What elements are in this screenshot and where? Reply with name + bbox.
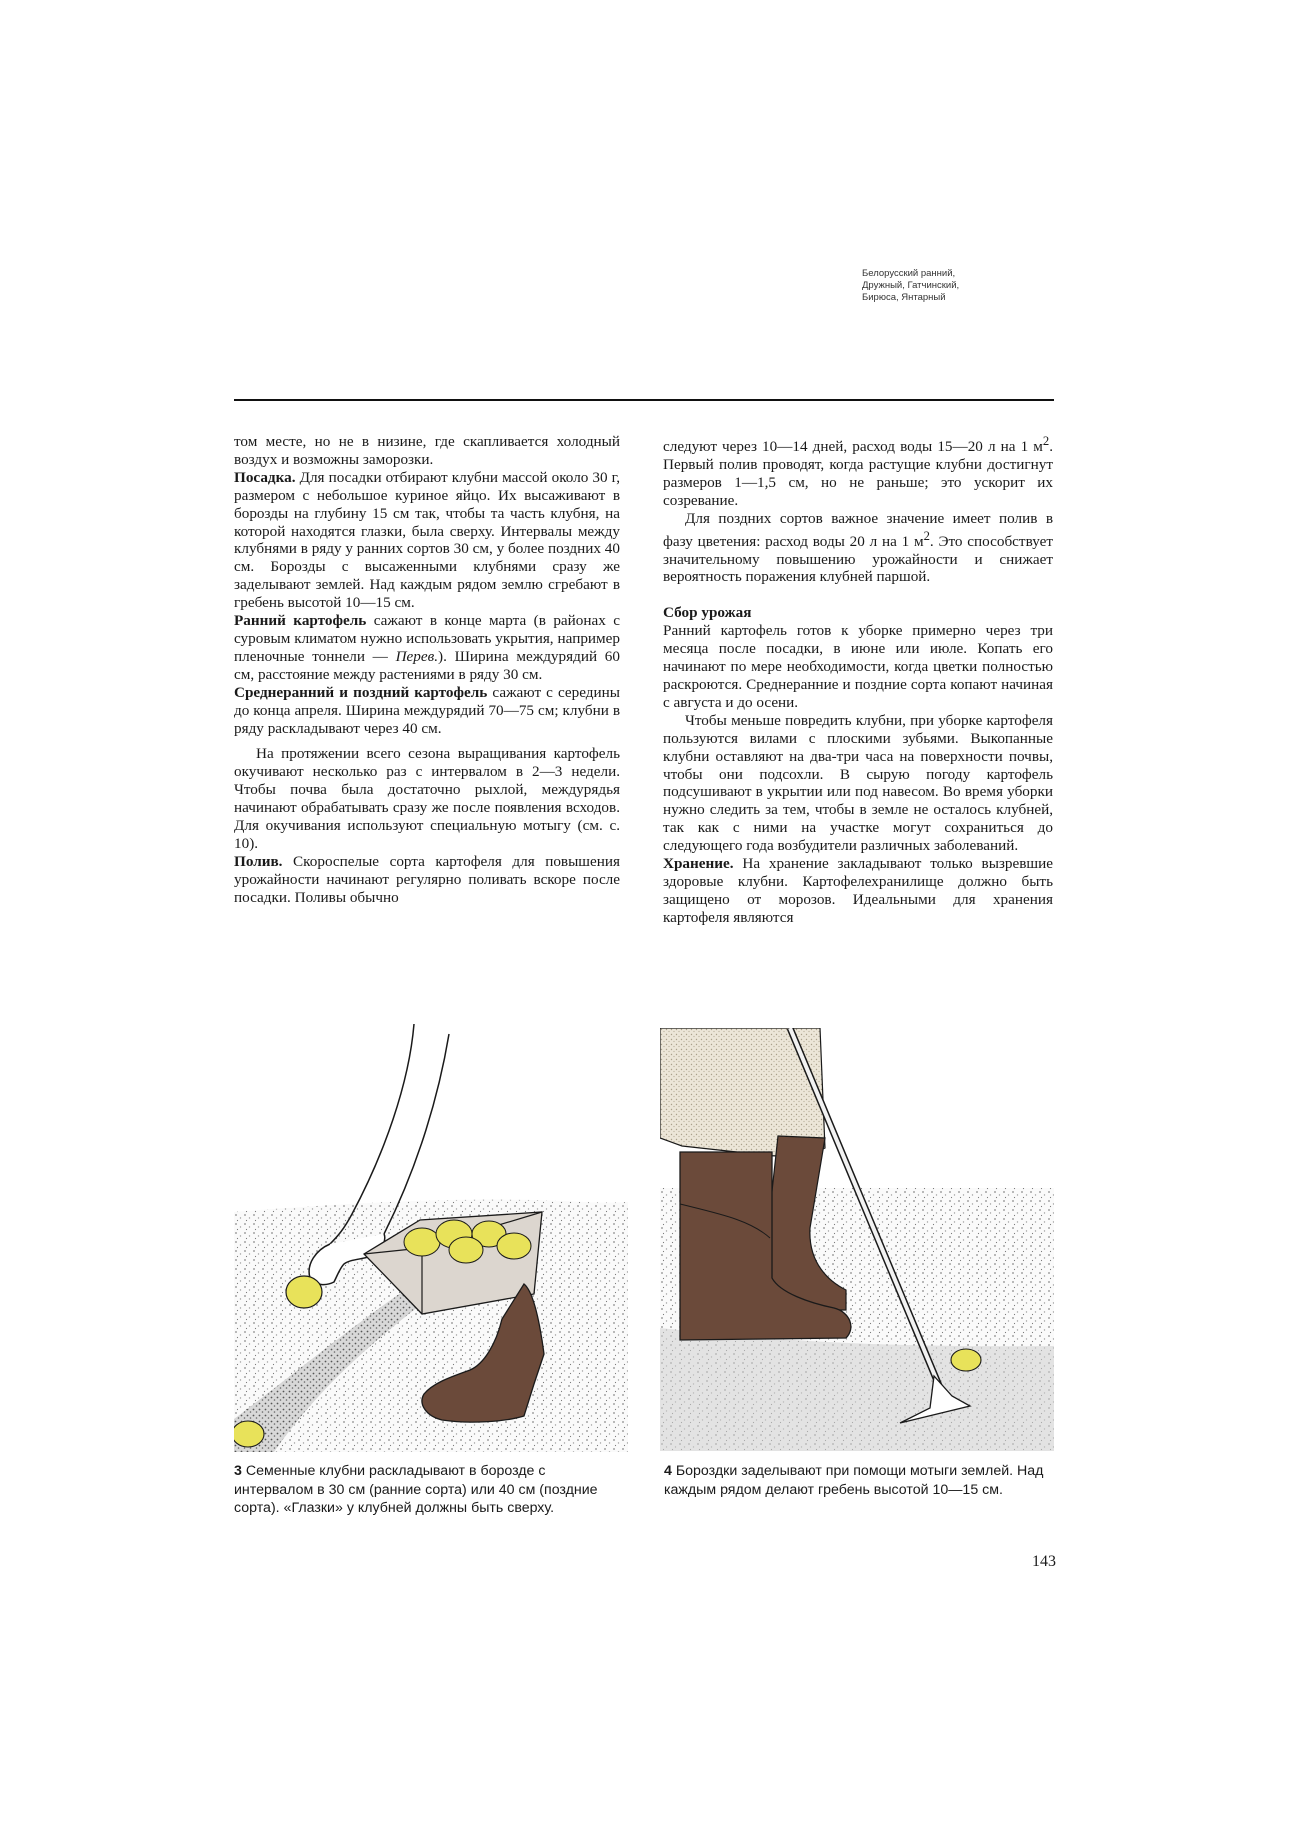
term-watering: Полив. (234, 852, 283, 870)
term-storage: Хранение. (663, 855, 734, 873)
paragraph-early-potato (234, 612, 620, 684)
paragraph-hilling: На протяжении всего сезона выращивания картофель окучивают несколько раз с интервалом в 2—3 недели. Чтобы почва была достаточно рыхлой, междурядья начинают обрабатывать сразу же после появления всходов. Для окучивания используют специальную мотыгу (см. с. 10). (234, 745, 620, 852)
potato-in-hand (286, 1276, 322, 1308)
varieties-line: Дружный, Гатчинский, (862, 280, 960, 291)
paragraph-harvest: Ранний картофель готов к уборке примерно через три месяца после посадки, в июне или июле. Копать его начинают по мере необходимости, когда цветки полностью раскроются. Среднеранние и поздние сорта копают начиная с августа и до осени. (663, 622, 1053, 711)
left-text-column (234, 433, 620, 907)
section-rule (234, 399, 1054, 401)
paragraph-late-watering (663, 510, 1053, 587)
paragraph-planting (234, 469, 620, 612)
paragraph-text: . Это способствует значительному повышению урожайности и снижает вероятность поражения клубней паршой. (663, 532, 1053, 586)
paragraph-text: ). Ширина междурядий 60 см, расстояние между растениями в ряду 30 см. (234, 647, 620, 683)
paragraph-text: Для посадки отбирают клубни массой около 30 г, размером с небольшое куриное яйцо. Их высаживают в борозды на глубину 15 см так, чтобы та часть клубня, на которой находятся глазки, была сверху. Интервалы между клубнями в ряду у ранних сортов 30 см, у более поздних 40 см. Борозды с высаженными клубнями сразу же заделывают землей. Над каждым рядом землю сгребают в гребень высотой 10—15 см. (234, 468, 620, 612)
figure-4-caption (664, 1462, 1054, 1499)
term-late-potato: Среднеранний и поздний картофель (234, 683, 488, 701)
paragraph-storage (663, 855, 1053, 927)
paragraph-watering (234, 853, 620, 907)
page-number: 143 (1032, 1553, 1056, 1570)
superscript: 2 (1042, 434, 1050, 448)
paragraph-text: следуют через 10—14 дней, расход воды 15—20 л на 1 м (663, 438, 1043, 456)
right-text-column (663, 433, 1053, 927)
translator-note: Перев. (395, 647, 439, 665)
varieties-note (862, 268, 1042, 304)
potato (404, 1228, 440, 1256)
figure-3-svg (234, 1024, 628, 1452)
paragraph-late-potato (234, 684, 620, 738)
potato (449, 1237, 483, 1263)
varieties-line: Бирюса, Янтарный (862, 292, 946, 303)
caption-text: Бороздки заделывают при помощи мотыги землей. Над каждым рядом делают гребень высотой 10—15 см. (664, 1463, 1044, 1498)
paragraph-harvest-tools: Чтобы меньше повредить клубни, при уборке картофеля пользуются вилами с плоскими зубьями. Выкопанные клубни оставляют на два-три часа на поверхности почвы, чтобы они подсохли. В сырую погоду картофель подсушивают в укрытии или под навесом. Во время уборки нужно следить за тем, чтобы в земле не осталось клубней, так как с ними на участке могут сохраниться до следующего года возбудители различных заболеваний. (663, 711, 1053, 855)
paragraph: том месте, но не в низине, где скапливается холодный воздух и возможны заморозки. (234, 433, 620, 468)
potato-in-furrow (234, 1421, 264, 1447)
paragraph-text: . Первый полив проводят, когда растущие клубни достигнут размеров 1—1,5 см, но не раньше; это ускорит их созревание. (663, 438, 1053, 509)
paragraph-text: Для поздних сортов важное значение имеет полив в фазу цветения: расход воды 20 л на 1 м (663, 509, 1053, 550)
paragraph-watering-cont (663, 433, 1053, 510)
heading-harvest: Сбор урожая (663, 604, 752, 622)
paragraph-text: На хранение закладывают только вызревшие здоровые клубни. Картофелехранилище должно быть защищено от морозов. Идеальными для хранения картофеля являются (663, 855, 1053, 926)
varieties-line: Белорусский ранний, (862, 268, 956, 279)
term-planting: Посадка. (234, 468, 296, 486)
term-early-potato: Ранний картофель (234, 612, 367, 630)
paragraph-text: Скороспелые сорта картофеля для повышения урожайности начинают регулярно поливать вскоре после посадки. Поливы обычно (234, 852, 620, 906)
figure-4-illustration (660, 1028, 1054, 1451)
caption-text: Семенные клубни раскладывают в борозде с интервалом в 30 см (ранние сорта) или 40 см (поздние сорта). «Глазки» у клубней должны быть сверху. (234, 1463, 598, 1516)
figure-4-svg (660, 1028, 1054, 1451)
figure-number: 3 (234, 1463, 242, 1479)
figure-3-illustration (234, 1024, 628, 1452)
ridge (660, 1328, 1054, 1451)
paragraph-text: сажают с середины до конца апреля. Ширина междурядий 70—75 см; клубни в ряду раскладывают через 40 см. (234, 683, 620, 737)
superscript: 2 (923, 528, 930, 543)
figure-3-caption (234, 1462, 618, 1518)
potato (951, 1349, 981, 1371)
figure-number: 4 (664, 1463, 672, 1479)
paragraph-text: сажают в конце марта (в районах с суровым климатом нужно использовать укрытия, например пленочные тоннели — (234, 612, 620, 665)
potato (497, 1233, 531, 1259)
